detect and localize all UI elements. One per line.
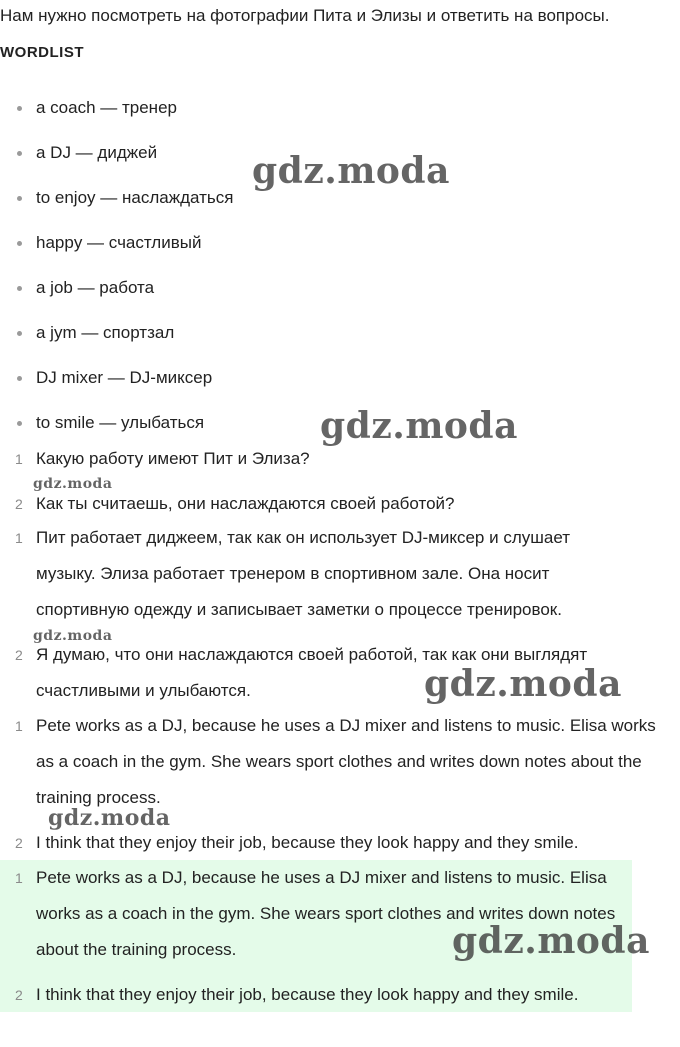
list-item: a job — работа — [0, 276, 233, 321]
list-item: to enjoy — наслаждаться — [0, 186, 233, 231]
answer-item: 2 I think that they enjoy their job, because they look happy and they smile. — [15, 833, 579, 852]
bullet-icon — [17, 421, 22, 426]
answers-en — [0, 708, 680, 861]
question-item: 2 Как ты считаешь, они наслаждаются своей работой? — [15, 494, 455, 513]
answer-item: 2 I think that they enjoy their job, because they look happy and they smile. — [15, 985, 579, 1004]
list-item: a DJ — диджей — [0, 141, 233, 186]
bullet-icon — [17, 331, 22, 336]
watermark: gdz.moda — [33, 628, 113, 644]
question-item: 1 Какую работу имеют Пит и Элиза? — [15, 449, 310, 468]
bullet-icon — [17, 196, 22, 201]
watermark: gdz.moda — [48, 805, 171, 831]
answer-item: 1 Pete works as a DJ, because he uses a DJ mixer and listens to music. Elisa works as a coach in the gym. She wears sport clothes and writes down notes about the training process. — [15, 716, 656, 807]
list-item: a jym — спортзал — [0, 321, 233, 366]
watermark: gdz.moda — [252, 150, 450, 192]
list-item: a coach — тренер — [0, 96, 233, 141]
watermark: gdz.moda — [320, 405, 518, 447]
watermark: gdz.moda — [452, 920, 650, 962]
bullet-icon — [17, 241, 22, 246]
answer-item: 2 Я думаю, что они наслаждаются своей работой, так как они выглядят счастливыми и улыбаются. — [15, 645, 588, 700]
watermark: gdz.moda — [33, 476, 113, 492]
answer-item: 1 Пит работает диджеем, так как он использует DJ-миксер и слушает музыку. Элиза работает тренером в спортивном зале. Она носит спортивную одежду и записывает заметки о процессе тренировок. — [15, 528, 571, 619]
watermark: gdz.moda — [424, 663, 622, 705]
bullet-icon — [17, 151, 22, 156]
intro-text: Нам нужно посмотреть на фотографии Пита и Элизы и ответить на вопросы. — [0, 6, 610, 25]
wordlist-title: WORDLIST — [0, 44, 84, 61]
bullet-icon — [17, 106, 22, 111]
answer-item: 1 Pete works as a DJ, because he uses a DJ mixer and listens to music. Elisa works as a coach in the gym. She wears sport clothes and writes down notes about the training process. — [15, 868, 616, 959]
list-item: DJ mixer — DJ-миксер — [0, 366, 233, 411]
bullet-icon — [17, 376, 22, 381]
wordlist — [0, 96, 233, 456]
list-item: to smile — улыбаться — [0, 411, 233, 456]
bullet-icon — [17, 286, 22, 291]
list-item: happy — счастливый — [0, 231, 233, 276]
